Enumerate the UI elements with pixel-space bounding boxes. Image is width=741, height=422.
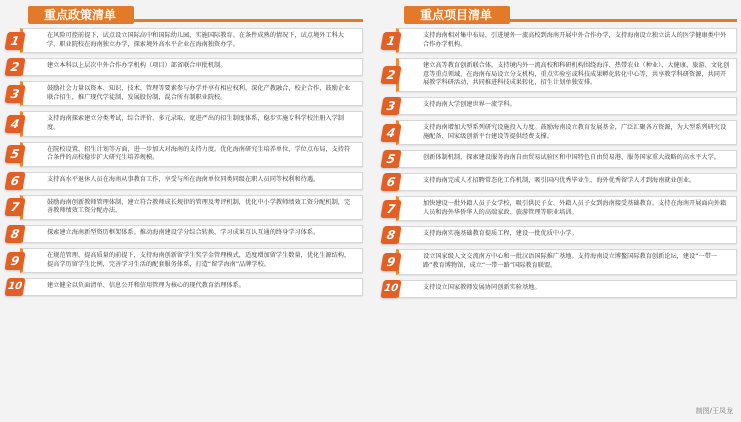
policy-number-badge: 6 xyxy=(4,172,25,190)
project-list-title: 重点项目清单 xyxy=(404,6,510,24)
project-item-text: 支持海南完成人才招聘常态化工作机制，吸引国内优秀毕业生、海外优秀留学人才到海南就业创业。 xyxy=(396,173,737,191)
policy-number-badge: 2 xyxy=(4,58,25,76)
project-number-badge: 7 xyxy=(380,200,401,218)
graphic-credit: 制图/王凤龙 xyxy=(695,407,733,415)
policy-list-title: 重点政策清单 xyxy=(28,6,134,24)
policy-item xyxy=(6,278,363,296)
policy-item xyxy=(6,58,363,76)
project-items xyxy=(382,28,737,298)
project-item-text: 设立国家级人文交流南方中心和一批汉语国际推广基地。支持海南设立博鳌国际教育创新论坛，建设“一带一路”教育博物馆，成立“一带一路”国际教育联盟。 xyxy=(396,249,737,274)
policy-item-text: 在院校设置、招生计划等方面，进一步加大对海南的支持力度。优化海南研究生培养单位、学位点布局，支持符合条件的高校稳步扩大研究生培养规模。 xyxy=(20,142,363,167)
project-number-badge: 6 xyxy=(380,173,401,191)
project-item xyxy=(382,280,737,298)
policy-number-badge: 8 xyxy=(4,225,25,243)
policy-item-text: 建立健全以负面清单、信息公开和信用管理为核心的现代教育治理体系。 xyxy=(20,278,363,296)
policy-item xyxy=(6,111,363,136)
policy-item-text: 鼓励社会力量以资本、知识、技术、管理等要素参与办学并享有相应权利，深化产教融合、校企合作，鼓励企业联合招生，推广现代学徒制，发展股份制、混合所有制职业院校。 xyxy=(20,81,363,106)
project-item xyxy=(382,173,737,191)
project-number-badge: 4 xyxy=(380,124,401,142)
policy-number-badge: 3 xyxy=(4,85,25,103)
project-number-badge: 10 xyxy=(380,280,401,298)
policy-item-text: 在风险可控前提下，试点设立国际高中和国际幼儿园，实施国际教育。在条件成熟的情况下，试点境外工科大学、职业院校在海南独立办学，探索境外高水平企业在海南独资办学。 xyxy=(20,28,363,53)
policy-item xyxy=(6,142,363,167)
policy-item-text: 探索建立海南新型资历框架体系。推动海南建设学分综合转换、学习成果互认互通的终身学习体系。 xyxy=(20,225,363,243)
project-number-badge: 8 xyxy=(380,226,401,244)
project-item-text: 加快建设一批外籍人员子女学校，吸引供民子女、外籍人员子女到海南接受基础教育。支持在海南开展面向外籍人员和海外华侨华人的高端家政、旅游管理等职业培训。 xyxy=(396,196,737,221)
policy-item xyxy=(6,248,363,273)
project-number-badge: 9 xyxy=(380,253,401,271)
policy-list-header xyxy=(6,6,363,24)
policy-list-column xyxy=(6,6,363,301)
project-number-badge: 1 xyxy=(380,32,401,50)
policy-item-text: 鼓励海南创新教师管理体制，建立符合教师成长规律的管理及考评机制，优化中小学教师绩效工资分配机制，完善教师绩效工资分配办法。 xyxy=(20,195,363,220)
policy-number-badge: 1 xyxy=(4,32,25,50)
project-list-header xyxy=(382,6,737,24)
project-list-column xyxy=(382,6,737,303)
policy-number-badge: 5 xyxy=(4,145,25,163)
project-item xyxy=(382,28,737,53)
policy-item-text: 在规范管理、提高质量的前提下，支持海南创新留学生奖学金管理模式，适度增加留学生数量，优化生源结构，提高学历留学生比例，完善学习生活的配套服务体系，打造“留学海南”品牌学校。 xyxy=(20,248,363,273)
project-item-text: 支持海南大学创建世界一流学科。 xyxy=(396,97,737,115)
project-item xyxy=(382,58,737,92)
project-number-badge: 5 xyxy=(380,150,401,168)
project-item xyxy=(382,120,737,145)
project-item-text: 支持设立国家教师发展协同创新实验基地。 xyxy=(396,280,737,298)
policy-number-badge: 9 xyxy=(4,252,25,270)
project-item xyxy=(382,196,737,221)
policy-items xyxy=(6,28,363,296)
policy-number-badge: 10 xyxy=(4,278,25,296)
project-item-text: 支持海南相对集中布局，引进境外一流高校到海南开展中外合作办学，支持海南设立独立法人的医学健康类中外合作办学机构。 xyxy=(396,28,737,53)
project-item-text: 建立高等教育创新联合体。支持境内外一流高校和科研机构围绕海洋、热带农业（种业）、大健康、旅游、文化创意等重点领域，在海南布局设立分支机构，重点实验室或科技成果孵化转化中心等，共享教学科研资源，共同开展教学科研活动，共同推进科技成果转化，招生计划单独安排。 xyxy=(396,58,737,92)
policy-item-text: 建立本科以上层次中外合作办学机构（项目）部省联合审批机制。 xyxy=(20,58,363,76)
project-item xyxy=(382,226,737,244)
project-item-text: 创新体制机制，探索建设服务海南自由贸易试验区和中国特色自由贸易港、服务国家重大战略的高水平大学。 xyxy=(396,150,737,168)
policy-item xyxy=(6,225,363,243)
policy-number-badge: 4 xyxy=(4,115,25,133)
policy-item xyxy=(6,172,363,190)
project-item xyxy=(382,150,737,168)
policy-number-badge: 7 xyxy=(4,198,25,216)
policy-item-text: 支持高水平退休人员在海南从事教育工作，享受与所在海南单位同类同级在职人员同等权利和待遇。 xyxy=(20,172,363,190)
project-number-badge: 3 xyxy=(380,97,401,115)
policy-item xyxy=(6,81,363,106)
project-item xyxy=(382,249,737,274)
project-item-text: 支持海南增加大型系列研究设施投入力度。鼓励海南设立教育发展基金，广泛汇聚各方资源，为大型系列研究设施配备、国家级创新平台建设等提供经费支撑。 xyxy=(396,120,737,145)
project-item xyxy=(382,97,737,115)
project-number-badge: 2 xyxy=(380,66,401,84)
policy-item xyxy=(6,28,363,53)
policy-item-text: 支持海南探索建立分类考试、综合评价、多元录取、宽进严出的招生制度体系，稳步实施专科学校注册入学制度。 xyxy=(20,111,363,136)
project-item-text: 支持海南实施基础教育提质工程，建设一批优质中小学。 xyxy=(396,226,737,244)
policy-item xyxy=(6,195,363,220)
